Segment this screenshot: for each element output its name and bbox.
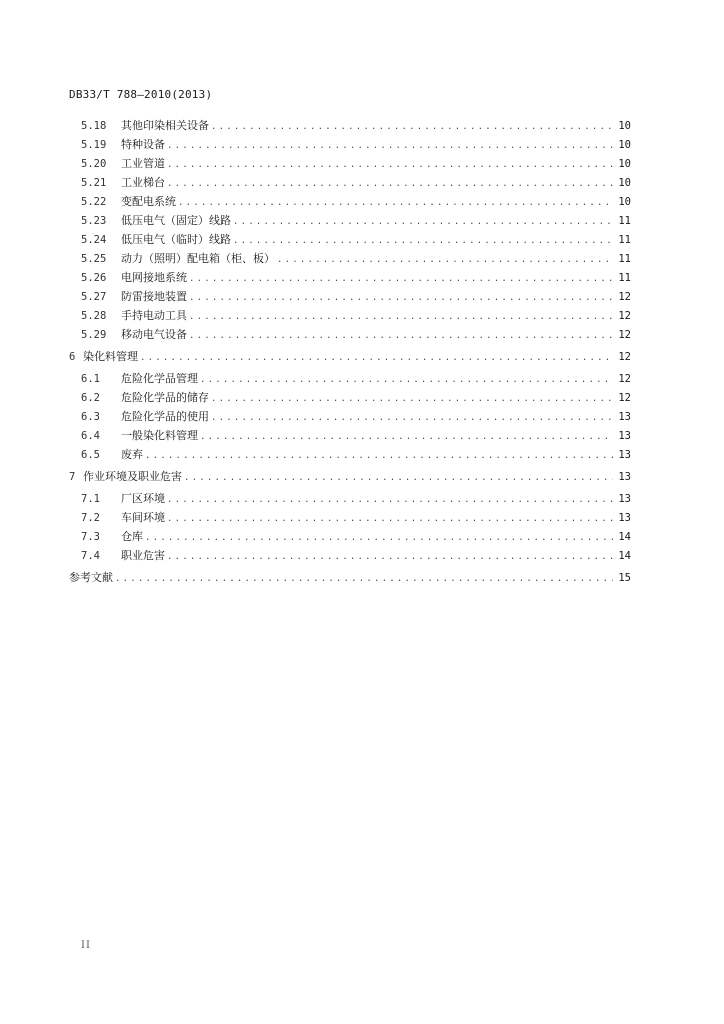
toc-dot-leader <box>189 308 613 325</box>
toc-entry-page: 13 <box>618 449 631 461</box>
toc-entry-page: 12 <box>618 351 631 363</box>
toc-entry-title: 手持电动工具 <box>121 309 187 322</box>
toc-entry-page: 13 <box>618 471 631 483</box>
toc-dot-leader <box>115 570 613 587</box>
toc-entry-page: 12 <box>618 373 631 385</box>
toc-dot-leader <box>145 529 613 546</box>
toc-entry-page: 12 <box>618 329 631 341</box>
toc-entry-title: 特种设备 <box>121 138 165 151</box>
toc-entry-number: 5.23 <box>81 215 107 227</box>
toc-entry[interactable] <box>69 347 631 366</box>
toc-entry-title: 职业危害 <box>121 549 165 562</box>
toc-dot-leader <box>277 251 613 268</box>
page-number: II <box>81 940 91 951</box>
toc-dot-leader <box>211 390 613 407</box>
toc-entry-number: 7.1 <box>81 493 100 505</box>
toc-entry-page: 12 <box>618 392 631 404</box>
toc-entry[interactable] <box>69 287 631 306</box>
toc-entry-title: 动力（照明）配电箱（柜、板） <box>121 252 275 265</box>
toc-entry-page: 10 <box>618 158 631 170</box>
toc-entry[interactable] <box>69 135 631 154</box>
toc-entry-number: 6.1 <box>81 373 100 385</box>
toc-entry[interactable] <box>69 325 631 344</box>
toc-entry-number: 6 <box>69 351 76 363</box>
toc-entry-page: 11 <box>618 272 631 284</box>
toc-entry-number: 7.2 <box>81 512 100 524</box>
toc-entry-title: 危险化学品的储存 <box>121 391 209 404</box>
toc-entry-page: 11 <box>618 253 631 265</box>
toc-entry-number: 6.5 <box>81 449 100 461</box>
toc-dot-leader <box>233 232 613 249</box>
toc-entry-page: 10 <box>618 120 631 132</box>
toc-entry-title: 染化料管理 <box>83 350 138 363</box>
toc-entry[interactable] <box>69 268 631 287</box>
toc-entry-title: 厂区环境 <box>121 492 165 505</box>
toc-entry[interactable] <box>69 154 631 173</box>
toc-entry-number: 6.2 <box>81 392 100 404</box>
toc-entry-page: 10 <box>618 139 631 151</box>
toc-entry[interactable] <box>69 568 631 587</box>
standard-id-header: DB33/T 788—2010(2013) <box>69 88 213 101</box>
toc-entry-page: 12 <box>618 291 631 303</box>
toc-dot-leader <box>167 156 613 173</box>
toc-dot-leader <box>167 548 613 565</box>
toc-entry-page: 14 <box>618 550 631 562</box>
toc-entry-number: 7 <box>69 471 76 483</box>
toc-dot-leader <box>140 349 613 366</box>
toc-entry-number: 6.3 <box>81 411 100 423</box>
toc-dot-leader <box>145 447 613 464</box>
toc-entry-number: 5.28 <box>81 310 107 322</box>
toc-entry-number: 5.22 <box>81 196 107 208</box>
toc-entry[interactable] <box>69 116 631 135</box>
toc-entry-page: 15 <box>618 572 631 584</box>
toc-dot-leader <box>211 118 613 135</box>
toc-dot-leader <box>200 371 613 388</box>
toc-entry-page: 10 <box>618 177 631 189</box>
toc-entry[interactable] <box>69 369 631 388</box>
toc-entry-page: 11 <box>618 234 631 246</box>
toc-entry-title: 防雷接地装置 <box>121 290 187 303</box>
toc-entry-title: 仓库 <box>121 530 143 543</box>
toc-entry-title: 参考文献 <box>69 571 113 584</box>
toc-entry[interactable] <box>69 467 631 486</box>
toc-dot-leader <box>167 510 613 527</box>
toc-entry[interactable] <box>69 527 631 546</box>
toc-dot-leader <box>211 409 613 426</box>
toc-entry-number: 5.21 <box>81 177 107 189</box>
toc-entry-page: 10 <box>618 196 631 208</box>
toc-entry[interactable] <box>69 211 631 230</box>
toc-entry-number: 5.27 <box>81 291 107 303</box>
table-of-contents <box>69 116 631 587</box>
toc-entry-page: 13 <box>618 430 631 442</box>
toc-entry[interactable] <box>69 173 631 192</box>
toc-entry-title: 其他印染相关设备 <box>121 119 209 132</box>
toc-dot-leader <box>189 270 613 287</box>
toc-entry-title: 车间环境 <box>121 511 165 524</box>
toc-entry-number: 7.4 <box>81 550 100 562</box>
toc-dot-leader <box>189 289 613 306</box>
toc-entry-title: 危险化学品的使用 <box>121 410 209 423</box>
toc-dot-leader <box>184 469 613 486</box>
toc-entry-title: 作业环境及职业危害 <box>83 470 182 483</box>
toc-entry-number: 5.24 <box>81 234 107 246</box>
toc-dot-leader <box>167 175 613 192</box>
toc-entry-page: 13 <box>618 411 631 423</box>
toc-entry[interactable] <box>69 508 631 527</box>
toc-entry-number: 5.20 <box>81 158 107 170</box>
toc-entry[interactable] <box>69 426 631 445</box>
toc-entry-number: 5.18 <box>81 120 107 132</box>
toc-entry[interactable] <box>69 249 631 268</box>
toc-entry-page: 12 <box>618 310 631 322</box>
toc-entry[interactable] <box>69 306 631 325</box>
toc-entry-number: 5.29 <box>81 329 107 341</box>
toc-entry[interactable] <box>69 445 631 464</box>
toc-entry-title: 低压电气（固定）线路 <box>121 214 231 227</box>
toc-entry-title: 工业梯台 <box>121 176 165 189</box>
toc-dot-leader <box>200 428 613 445</box>
toc-entry-title: 低压电气（临时）线路 <box>121 233 231 246</box>
toc-entry[interactable] <box>69 388 631 407</box>
toc-entry-number: 5.19 <box>81 139 107 151</box>
toc-entry[interactable] <box>69 546 631 565</box>
toc-entry[interactable] <box>69 407 631 426</box>
toc-dot-leader <box>167 491 613 508</box>
toc-entry-page: 13 <box>618 493 631 505</box>
toc-entry[interactable] <box>69 230 631 249</box>
toc-dot-leader <box>167 137 613 154</box>
toc-entry-title: 变配电系统 <box>121 195 176 208</box>
toc-dot-leader <box>189 327 613 344</box>
toc-entry-title: 工业管道 <box>121 157 165 170</box>
toc-entry-title: 一般染化料管理 <box>121 429 198 442</box>
toc-entry-title: 电网接地系统 <box>121 271 187 284</box>
toc-entry-number: 5.26 <box>81 272 107 284</box>
toc-entry-number: 7.3 <box>81 531 100 543</box>
toc-entry[interactable] <box>69 192 631 211</box>
toc-entry-title: 移动电气设备 <box>121 328 187 341</box>
toc-entry-number: 5.25 <box>81 253 107 265</box>
toc-entry-title: 废弃 <box>121 448 143 461</box>
toc-dot-leader <box>178 194 613 211</box>
toc-entry[interactable] <box>69 489 631 508</box>
toc-entry-page: 11 <box>618 215 631 227</box>
toc-entry-page: 13 <box>618 512 631 524</box>
toc-entry-page: 14 <box>618 531 631 543</box>
toc-entry-number: 6.4 <box>81 430 100 442</box>
toc-dot-leader <box>233 213 613 230</box>
toc-entry-title: 危险化学品管理 <box>121 372 198 385</box>
